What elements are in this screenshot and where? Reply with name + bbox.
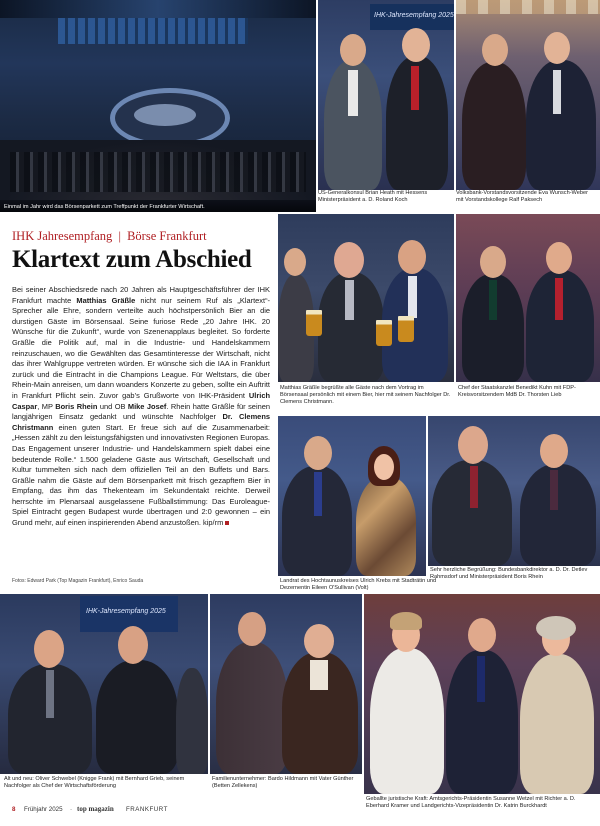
person-name: Ulrich Caspar: [12, 390, 270, 411]
footer-brand: top magazin: [77, 805, 114, 813]
photo-heath-koch: [318, 0, 454, 190]
person-name: Dr. Clemens Christmann: [12, 412, 270, 432]
photo-rahmsdorf-rhein: [428, 416, 600, 566]
screen-text: IHK-Jahresempfang 2025: [86, 608, 166, 615]
article-text: , MP: [37, 401, 56, 411]
photo-boersenparkett: [0, 0, 316, 212]
kicker-separator: |: [118, 229, 121, 243]
person-name: Boris Rhein: [55, 401, 98, 411]
article-text: Bei seiner Abschiedsrede nach 20 Jahren als Hauptgeschäftsführer der IHK Frankfurt machte: [12, 285, 270, 305]
person-name: Matthias Gräßle: [76, 295, 136, 305]
caption-kuhn-lieb: Chef der Staatskanzlei Benedikt Kuhn mit FDP-Kreisvorsitzendem MdB Dr. Thorsten Lieb: [458, 385, 576, 398]
article-author: kip/rm: [203, 518, 224, 528]
photo-wetzel-kramer-burckhardt: [364, 594, 600, 794]
screen-text: IHK-Jahresempfang 2025: [374, 12, 454, 19]
caption-rahmsdorf-rhein: Sehr herzliche Begrüßung: Bundesbankdirektor a. D. Dr. Detlev Rahmsdorf und Ministerpräsident Boris Rhein: [430, 567, 588, 580]
footer-issue: Frühjahr 2025: [24, 806, 63, 813]
footer-city: FRANKFURT: [126, 806, 168, 813]
article-body: [12, 285, 270, 529]
photo-kuhn-lieb: [456, 214, 600, 382]
article-kicker: [12, 229, 207, 244]
photo-credit: Fotos: Edward Park (Top Magazin Frankfurt), Enrico Sauda: [12, 578, 144, 584]
photo-schwebel-grieb: [0, 594, 208, 774]
article-text: und OB: [97, 401, 128, 411]
kicker-venue: Börse Frankfurt: [127, 229, 207, 243]
page-number: 8: [12, 806, 16, 813]
caption-heath-koch: US-Generalkonsul Brian Heath mit Hessens Ministerpräsident a. D. Roland Koch: [318, 190, 428, 203]
article-headline: Klartext zum Abschied: [12, 246, 252, 273]
article-text: . Rhein hatte Gräßle für seinen langjährigen Einsatz gedankt und wünschte Nachfolger: [12, 401, 271, 422]
photo-wunsch-weber: [456, 0, 600, 190]
article-text: nicht nur seinem Ruf als „Klartext“-Sprecher alle Ehre, sondern verteilte auch höchstpersönlich Bier an die durstigen Gäste im Börsensaal. Seine furiose Rede „20 Jahre IHK. 20 Wünsche für die Zukunft“, wurde von Szenenapplaus begleitet. So forderte Gräßle die Politik auf, mal in die Industrie- und Handelskammern reinzuschauen, wo die Gewählten das Gesamtinteresse der Wirtschaft, nicht das ihrer Wahlgruppe vertreten würden. Er wünsche sich die IAA in Frankfurt zurück und die Eintracht in die Champions League. Für Weltstars, die über Rhein-Main anreisen, um dann woanders Konzerte zu geben, sollte ein Auftritt in Frankfurt Pflicht sein. Zuvor gab’s Grußworte von IHK-Präsident: [12, 295, 271, 400]
caption-hildmann: Familienunternehmer: Bardo Hildmann mit Vater Günther (Betten Zellekens): [212, 776, 354, 789]
caption-krebs-osullivan: Landrat des Hochtaunuskreises Ulrich Krebs mit Stadträtin und Dezernentin Eileen O'Sullivan (Volt): [280, 578, 437, 591]
photo-krebs-osullivan: [278, 416, 426, 576]
article-text: einen guten Start. Er freue sich auf die Zusammenarbeit: „Hessen zählt zu den leistungsfähigsten und innovativsten Regionen Europas. Das Engagement unserer Industrie- und Handelskammern spielt dabei eine bedeutende Rolle.“ 1.500 geladene Gäste aus Wirtschaft, Gesellschaft und Kultur tummelten sich nach dem offiziellen Teil an den Buffets und Bars. Gräßle nahm die Gäste auf dem Börsenparkett mit frisch gezapftem Bier in Empfang, das ihm das Thekenteam im Sekundentakt reichte. Derweil herrschte im Plenarsaal ausgelassene Fußballstimmung: Das Euroleague-Spiel Eintracht gegen Budapest wurde übertragen und 2:0 gewonnen – ein Grund mehr, auf einen inspirierenden Abend anzustoßen.: [12, 422, 270, 528]
person-name: Mike Josef: [127, 401, 167, 411]
caption-schwebel-grieb: Alt und neu: Oliver Schwebel (Knigge Frank) mit Bernhard Grieb, seinem Nachfolger als Chef der Wirtschaftsförderung: [4, 776, 185, 789]
end-mark-icon: [225, 521, 229, 525]
caption-wunsch-weber: Volksbank-Vorstandsvorsitzende Eva Wunsch-Weber mit Vorstandskollege Ralf Paksech: [456, 190, 588, 203]
caption-wetzel-kramer-burckhardt: Geballte juristische Kraft: Amtsgerichts-Präsidentin Susanne Wetzel mit Richter a. D. Eberhard Kramer und Landgerichts-Vizepräsidentin Dr. Katrin Burckhardt: [366, 796, 576, 809]
caption-boersenparkett: Einmal im Jahr wird das Börsenparkett zum Treffpunkt der Frankfurter Wirtschaft.: [4, 204, 205, 210]
kicker-event: IHK Jahresempfang: [12, 229, 113, 243]
photo-hildmann: [210, 594, 362, 774]
photo-graessle-christmann: [278, 214, 454, 382]
caption-graessle-christmann: Matthias Gräßle begrüßte alle Gäste nach dem Vortrag im Börsensaal persönlich mit einem Bier, hier mit seinem Nachfolger Dr. Clemens Christmann.: [280, 385, 451, 405]
page-footer: [0, 802, 600, 820]
footer-separator: ·: [70, 806, 73, 813]
